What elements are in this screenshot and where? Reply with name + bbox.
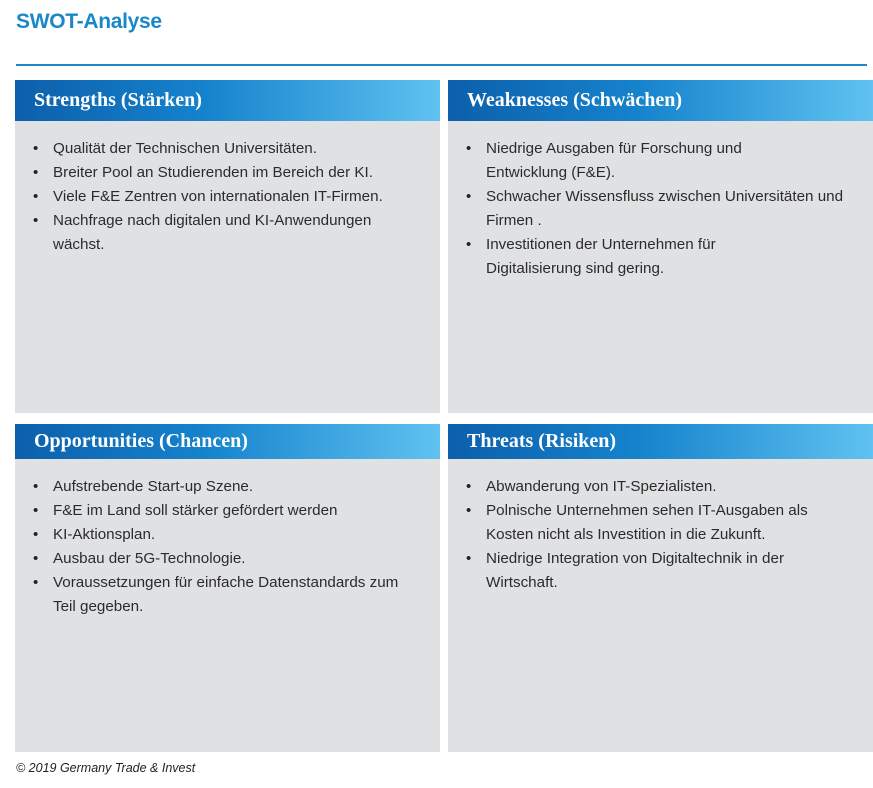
strengths-heading: Strengths (Stärken) [15,80,440,121]
list-item: • Niedrige Ausgaben für Forschung und Entwicklung (F&E). [486,137,855,185]
title-divider [16,64,867,66]
opportunities-quadrant [15,424,440,752]
opportunities-heading: Opportunities (Chancen) [15,424,440,459]
opportunities-list [15,459,440,619]
copyright-footer: © 2019 Germany Trade & Invest [16,761,196,775]
list-item: • Nachfrage nach digitalen und KI-Anwendungen wächst. [53,209,422,257]
list-item: • Qualität der Technischen Universitäten. [53,137,422,161]
list-item: • Abwanderung von IT-Spezialisten. [486,475,855,499]
list-item: • Voraussetzungen für einfache Datenstandards zum Teil gegeben. [53,571,422,619]
threats-list [448,459,873,595]
weaknesses-heading: Weaknesses (Schwächen) [448,80,873,121]
page-title: SWOT-Analyse [16,10,162,33]
strengths-quadrant [15,80,440,413]
list-item: • Ausbau der 5G-Technologie. [53,547,422,571]
weaknesses-list [448,121,873,281]
strengths-list [15,121,440,257]
list-item: • Breiter Pool an Studierenden im Bereich der KI. [53,161,422,185]
threats-quadrant [448,424,873,752]
list-item: • Polnische Unternehmen sehen IT-Ausgaben als Kosten nicht als Investition in die Zukunft. [486,499,855,547]
list-item: • Schwacher Wissensfluss zwischen Universitäten und Firmen . [486,185,855,233]
list-item: • Niedrige Integration von Digitaltechnik in der Wirtschaft. [486,547,855,595]
weaknesses-quadrant [448,80,873,413]
threats-heading: Threats (Risiken) [448,424,873,459]
list-item: • F&E im Land soll stärker gefördert werden [53,499,422,523]
list-item: • Viele F&E Zentren von internationalen IT-Firmen. [53,185,422,209]
list-item: • KI-Aktionsplan. [53,523,422,547]
list-item: • Investitionen der Unternehmen für Digitalisierung sind gering. [486,233,855,281]
list-item: • Aufstrebende Start-up Szene. [53,475,422,499]
